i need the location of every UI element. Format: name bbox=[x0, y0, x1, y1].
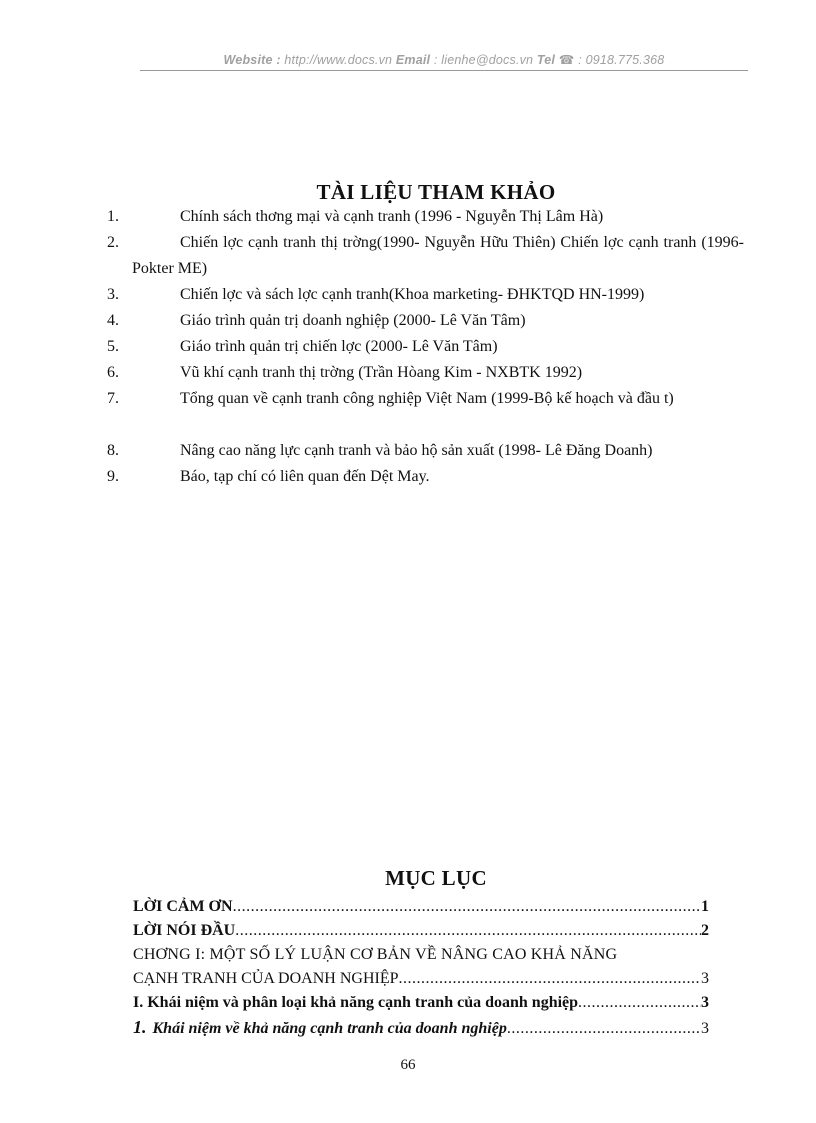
reference-number: 3. bbox=[107, 286, 119, 303]
toc-entry-page: 2 bbox=[701, 922, 709, 939]
toc-entry-acknowledgements[interactable] bbox=[133, 895, 709, 919]
reference-list bbox=[100, 204, 750, 490]
toc-leader-dots bbox=[507, 1017, 701, 1041]
table-of-contents bbox=[133, 895, 709, 1039]
reference-item bbox=[100, 438, 750, 464]
reference-text: Chính sách thơng mại và cạnh tranh (1996 - Nguyễn Thị Lâm Hà) bbox=[180, 208, 604, 225]
toc-entry-page: 3 bbox=[701, 970, 709, 987]
toc-entry-label: I. Khái niệm và phân loại khả năng cạnh tranh của doanh nghiệp bbox=[133, 994, 579, 1011]
tel-value: ☎ : 0918.775.368 bbox=[558, 53, 665, 67]
email-value: : lienhe@docs.vn bbox=[433, 53, 534, 67]
reference-item bbox=[100, 230, 750, 282]
reference-number: 8. bbox=[107, 442, 119, 459]
reference-text: Vũ khí cạnh tranh thị trờng (Trần Hòang Kim - NXBTK 1992) bbox=[180, 364, 583, 381]
toc-title: MỤC LỤC bbox=[385, 866, 487, 890]
reference-number: 9. bbox=[107, 468, 119, 485]
reference-text: Tổng quan về cạnh tranh công nghiệp Việt Nam (1999-Bộ kế hoạch và đầu t) bbox=[180, 390, 674, 407]
toc-entry-label: LỜI NÓI ĐẦU bbox=[133, 922, 236, 939]
toc-entry-subsection-1[interactable] bbox=[133, 1015, 709, 1039]
reference-text: Chiến lợc cạnh tranh thị trờng(1990- Nguyễn Hữu Thiên) Chiến lợc cạnh tranh (1996-Pokter ME) bbox=[132, 234, 744, 277]
reference-item bbox=[100, 308, 750, 334]
reference-text: Báo, tạp chí có liên quan đến Dệt May. bbox=[180, 468, 430, 485]
toc-entry-page: 3 bbox=[701, 1020, 709, 1037]
reference-text: Giáo trình quản trị doanh nghiệp (2000- Lê Văn Tâm) bbox=[180, 312, 526, 329]
reference-item bbox=[100, 386, 750, 438]
toc-entry-section-1[interactable] bbox=[133, 991, 709, 1015]
email-label: Email bbox=[395, 53, 431, 67]
reference-item bbox=[100, 464, 750, 490]
reference-number: 1. bbox=[107, 208, 119, 225]
toc-entry-chapter-1[interactable]: CHƠNG I: MỘT SỐ LÝ LUẬN CƠ BẢN VỀ NÂNG CAO KHẢ NĂNG bbox=[133, 946, 618, 963]
toc-entry-number: 1. bbox=[133, 1017, 147, 1037]
reference-item bbox=[100, 282, 750, 308]
reference-item bbox=[100, 360, 750, 386]
reference-number: 7. bbox=[107, 390, 119, 407]
reference-number: 2. bbox=[107, 234, 119, 251]
toc-entry-label: Khái niệm về khả năng cạnh tranh của doanh nghiệp bbox=[152, 1020, 507, 1037]
reference-number: 6. bbox=[107, 364, 119, 381]
references-title: TÀI LIỆU THAM KHẢO bbox=[316, 180, 556, 204]
reference-number: 4. bbox=[107, 312, 119, 329]
toc-entry-preface[interactable] bbox=[133, 919, 709, 943]
page-number: 66 bbox=[400, 1057, 416, 1073]
toc-leader-dots bbox=[233, 895, 701, 919]
tel-label: Tel bbox=[536, 53, 556, 67]
header-rule bbox=[140, 70, 748, 71]
toc-leader-dots bbox=[399, 967, 702, 991]
reference-item bbox=[100, 334, 750, 360]
toc-leader-dots bbox=[235, 919, 701, 943]
reference-item bbox=[100, 204, 750, 230]
page-header bbox=[140, 52, 748, 67]
reference-text: Nâng cao năng lực cạnh tranh và bảo hộ sản xuất (1998- Lê Đăng Doanh) bbox=[180, 442, 653, 459]
toc-entry-label: CẠNH TRANH CỦA DOANH NGHIỆP bbox=[133, 970, 399, 987]
website-value: http://www.docs.vn bbox=[284, 53, 393, 67]
website-label: Website : bbox=[223, 53, 281, 67]
toc-leader-dots bbox=[578, 991, 701, 1015]
toc-entry-page: 3 bbox=[701, 994, 709, 1011]
reference-text: Chiến lợc và sách lợc cạnh tranh(Khoa marketing- ĐHKTQD HN-1999) bbox=[180, 286, 645, 303]
reference-number: 5. bbox=[107, 338, 119, 355]
reference-text: Giáo trình quản trị chiến lợc (2000- Lê Văn Tâm) bbox=[180, 338, 498, 355]
toc-entry-chapter-1-cont[interactable] bbox=[133, 967, 709, 991]
toc-entry-label: LỜI CẢM ƠN bbox=[133, 898, 233, 915]
toc-entry-page: 1 bbox=[701, 898, 709, 915]
